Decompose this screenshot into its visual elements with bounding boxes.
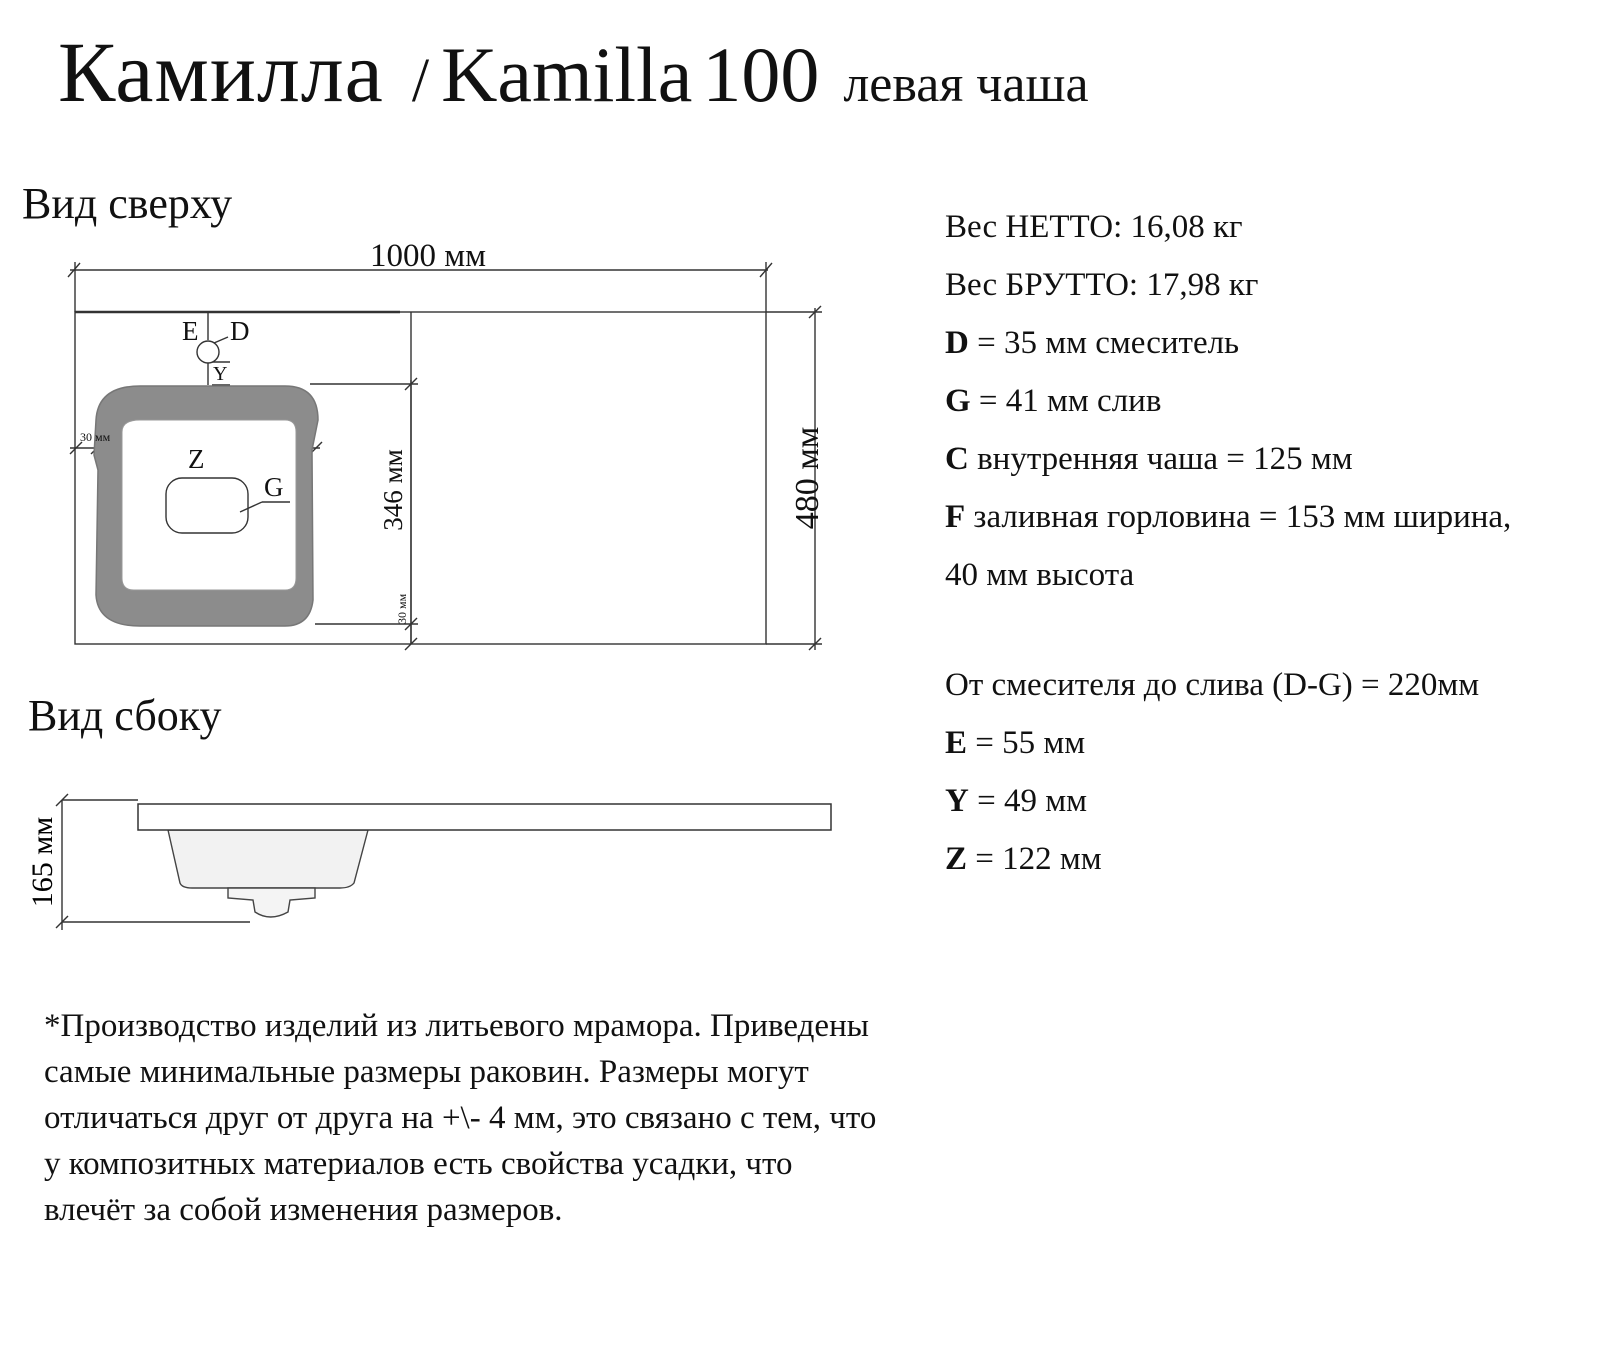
note-line: *Производство изделий из литьевого мрамора. Приведены <box>44 1008 869 1044</box>
title-model: 100 <box>702 31 820 118</box>
spec-dg-distance: От смесителя до слива (D-G) = 220мм <box>945 667 1480 703</box>
spec-c-text: внутренняя чаша = 125 мм <box>968 441 1353 477</box>
spec-c-key: C <box>945 441 969 477</box>
faucet-hole <box>197 341 219 363</box>
spec-d-text: = 35 мм смеситель <box>968 325 1240 361</box>
spec-z-key: Z <box>945 841 968 877</box>
spec-f-text: заливная горловина = 153 мм ширина, <box>965 499 1512 535</box>
spec-g-text: = 41 мм слив <box>970 383 1162 419</box>
spec-f-key: F <box>945 499 966 535</box>
sink-drain-side <box>228 888 315 917</box>
spec-f <box>945 488 1511 546</box>
title-name-ru: Камилла <box>58 24 384 120</box>
side-view-label: Вид сбоку <box>28 691 222 740</box>
top-view-label: Вид сверху <box>22 179 233 228</box>
countertop-side <box>138 804 831 830</box>
spec-e-key: E <box>945 725 968 761</box>
edge-left-label: 30 мм <box>80 430 111 444</box>
spec-f-height: 40 мм высота <box>945 557 1135 593</box>
spec-z-text: = 122 мм <box>967 841 1102 877</box>
width-label: 1000 мм <box>369 238 487 274</box>
marker-z: Z <box>188 444 205 474</box>
production-note <box>44 1003 876 1233</box>
side-view-drawing <box>0 760 860 940</box>
note-line: самые минимальные размеры раковин. Размеры могут <box>44 1054 809 1090</box>
marker-g: G <box>264 472 284 502</box>
spec-y-key: Y <box>945 783 969 819</box>
height-label: 165 мм <box>26 816 59 908</box>
note-line: отличаться друг от друга на +\- 4 мм, это связано с тем, что <box>44 1100 877 1136</box>
drain-outlet <box>166 478 248 533</box>
page-title <box>58 22 1089 132</box>
bowl-label: 346 мм <box>378 449 408 531</box>
marker-e: E <box>182 316 199 346</box>
spec-d-key: D <box>945 325 969 361</box>
marker-d: D <box>230 316 250 346</box>
title-variant: левая чаша <box>843 56 1089 113</box>
spec-gross-weight: Вес БРУТТО: 17,98 кг <box>945 267 1259 303</box>
spec-g <box>945 372 1511 430</box>
spec-g-key: G <box>945 383 971 419</box>
note-line: влечёт за собой изменения размеров. <box>44 1192 563 1228</box>
spec-net-weight: Вес НЕТТО: 16,08 кг <box>945 209 1243 245</box>
spec-y-text: = 49 мм <box>968 783 1087 819</box>
edge-bottom-label: 30 мм <box>395 593 409 624</box>
spec-e <box>945 714 1511 772</box>
spec-c <box>945 430 1511 488</box>
spec-list <box>945 198 1511 888</box>
depth-label: 480 мм <box>789 426 826 530</box>
note-line: у композитных материалов есть свойства усадки, что <box>44 1146 793 1182</box>
spec-d <box>945 314 1511 372</box>
title-slash: / <box>411 47 430 115</box>
spec-e-text: = 55 мм <box>967 725 1086 761</box>
spec-y <box>945 772 1511 830</box>
spec-z <box>945 830 1511 888</box>
marker-y: Y <box>213 363 228 385</box>
top-view-drawing <box>0 230 860 670</box>
title-name-en: Kamilla <box>441 31 693 118</box>
sink-side-body <box>168 830 368 888</box>
